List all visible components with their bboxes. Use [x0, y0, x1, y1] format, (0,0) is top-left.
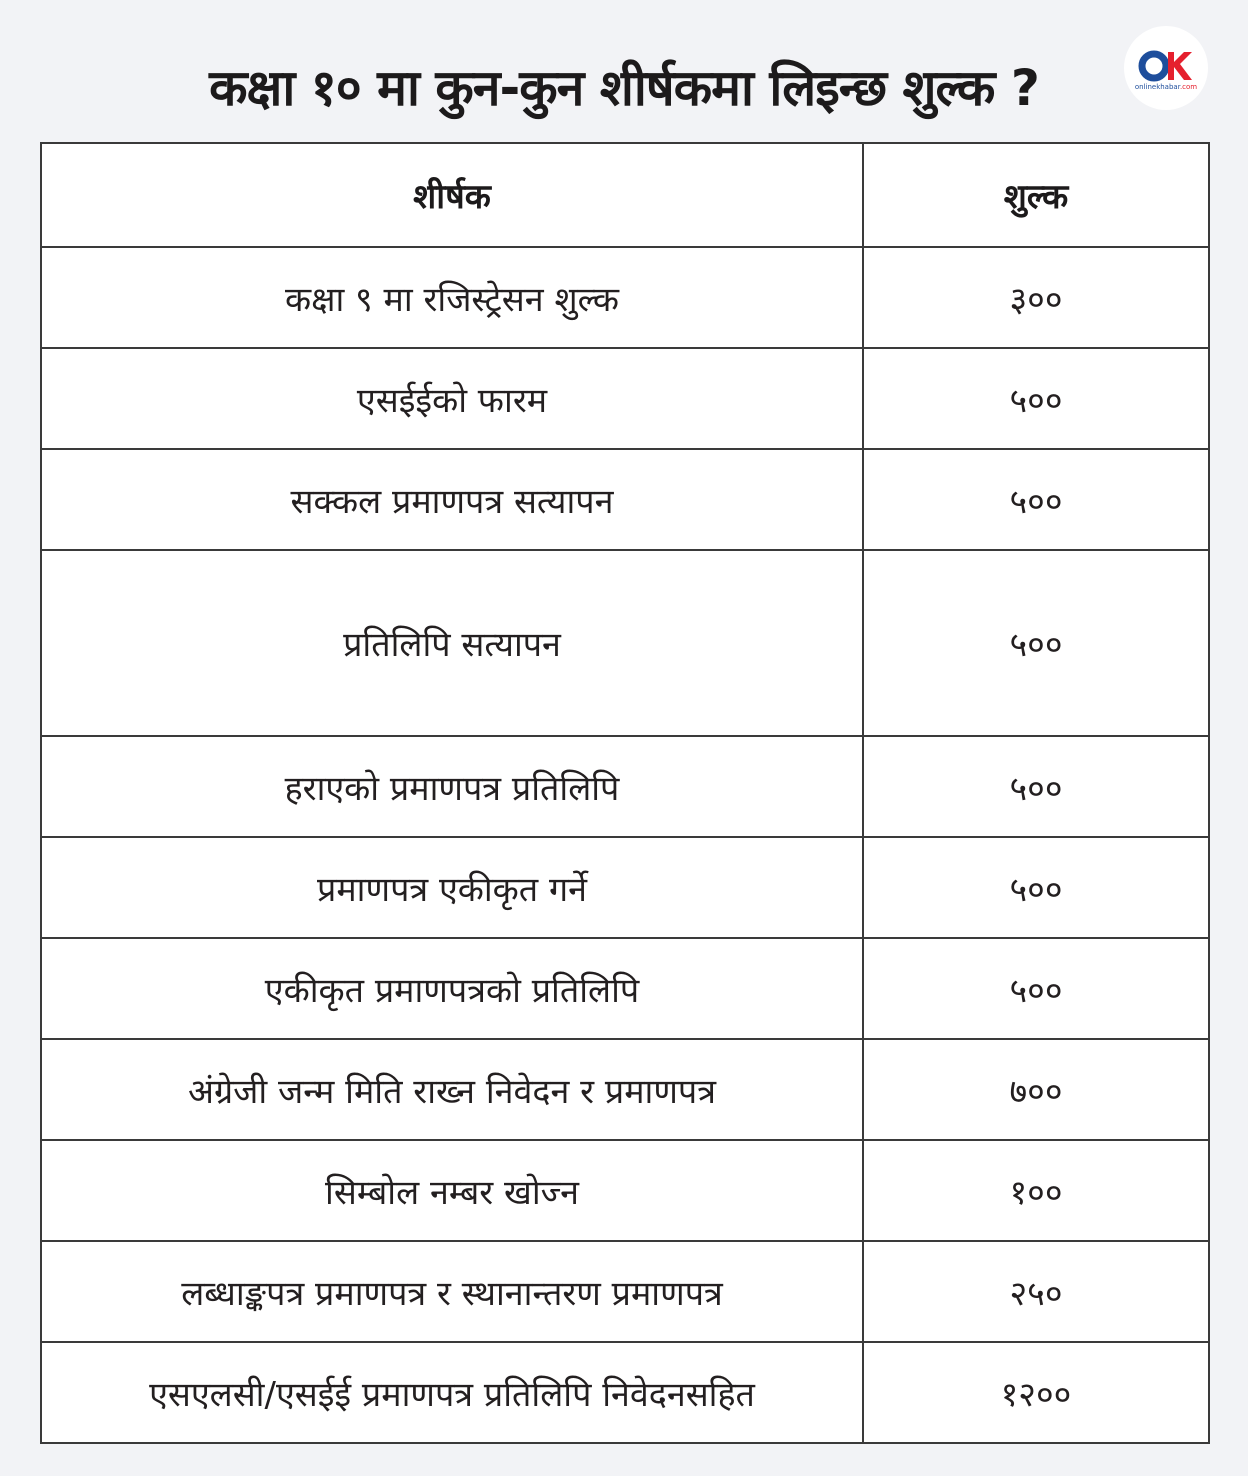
row-topic: प्रमाणपत्र एकीकृत गर्ने [41, 837, 863, 938]
table-row [41, 1140, 1209, 1241]
row-fee: २५० [863, 1241, 1209, 1342]
header-topic: शीर्षक [41, 143, 863, 247]
row-topic: प्रतिलिपि सत्यापन [41, 550, 863, 736]
row-fee: ५०० [863, 348, 1209, 449]
row-topic: अंग्रेजी जन्म मिति राख्न निवेदन र प्रमाणपत्र [41, 1039, 863, 1140]
page-title: कक्षा १० मा कुन-कुन शीर्षकमा लिइन्छ शुल्क ? [209, 59, 1039, 117]
row-topic: हराएको प्रमाणपत्र प्रतिलिपि [41, 736, 863, 837]
table-row [41, 348, 1209, 449]
table-row [41, 449, 1209, 550]
row-topic: एकीकृत प्रमाणपत्रको प्रतिलिपि [41, 938, 863, 1039]
row-topic: लब्धाङ्कपत्र प्रमाणपत्र र स्थानान्तरण प्रमाणपत्र [41, 1241, 863, 1342]
row-topic: एसएलसी/एसईई प्रमाणपत्र प्रतिलिपि निवेदनसहित [41, 1342, 863, 1443]
table-row [41, 1342, 1209, 1443]
row-topic: सक्कल प्रमाणपत्र सत्यापन [41, 449, 863, 550]
table-row [41, 938, 1209, 1039]
row-fee: ७०० [863, 1039, 1209, 1140]
header-fee: शुल्क [863, 143, 1209, 247]
row-fee: १२०० [863, 1342, 1209, 1443]
row-fee: ५०० [863, 550, 1209, 736]
table-row [41, 550, 1209, 736]
table-row [41, 1039, 1209, 1140]
row-fee: ५०० [863, 837, 1209, 938]
fee-table [40, 142, 1210, 1444]
row-fee: ५०० [863, 938, 1209, 1039]
table-row [41, 837, 1209, 938]
onlinekhabar-logo[interactable] [1124, 26, 1208, 110]
table-row [41, 1241, 1209, 1342]
table-header-row [41, 143, 1209, 247]
row-fee: ५०० [863, 736, 1209, 837]
row-fee: १०० [863, 1140, 1209, 1241]
table-row [41, 247, 1209, 348]
row-fee: ५०० [863, 449, 1209, 550]
row-topic: सिम्बोल नम्बर खोज्न [41, 1140, 863, 1241]
logo-caption: onlinekhabar.com [1134, 83, 1198, 91]
table-row [41, 736, 1209, 837]
row-topic: एसईईको फारम [41, 348, 863, 449]
row-fee: ३०० [863, 247, 1209, 348]
row-topic: कक्षा ९ मा रजिस्ट्रेसन शुल्क [41, 247, 863, 348]
ok-logo-icon [1124, 26, 1208, 110]
